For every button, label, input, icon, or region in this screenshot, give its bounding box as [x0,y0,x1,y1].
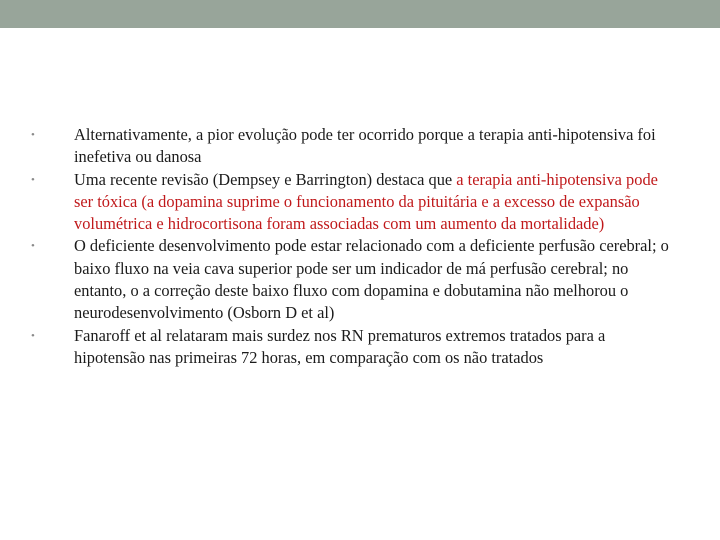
bullet-item-1 [31,124,676,169]
bullet-dot-icon: • [31,329,35,342]
bullet-item-3 [31,235,676,324]
bullet-text: Fanaroff et al relataram mais surdez nos RN prematuros extremos tratados para a hipotensão nas primeiras 72 horas, em comparação com os não tratados [74,325,606,367]
bullet-text: Alternativamente, a pior evolução pode ter ocorrido porque a terapia anti-hipotensiva foi inefetiva ou danosa [74,125,656,167]
bullet-highlight-text: a terapia anti-hipotensiva pode ser tóxica (a dopamina suprime o funcionamento da pituitária e a excesso de expansão volumétrica e hidrocortisona foram associadas com um aumento da mortalidade) [74,169,658,234]
bullet-text: O deficiente desenvolvimento pode estar relacionado com a deficiente perfusão cerebral; o baixo fluxo na veia cava superior pode ser um indicador de má perfusão cerebral; no entanto, o a correção deste baixo fluxo com dopamina e dobutamina não melhorou o neurodesenvolvimento (Osborn D et al) [74,236,669,323]
bullet-item-2 [31,169,676,236]
bullet-list [0,124,720,369]
bullet-item-4 [31,325,676,370]
bullet-dot-icon: • [31,240,35,253]
header-bar [0,0,720,28]
bullet-text: Uma recente revisão (Dempsey e Barrington) destaca que [74,169,457,189]
bullet-dot-icon: • [31,173,35,186]
bullet-dot-icon: • [31,129,35,141]
